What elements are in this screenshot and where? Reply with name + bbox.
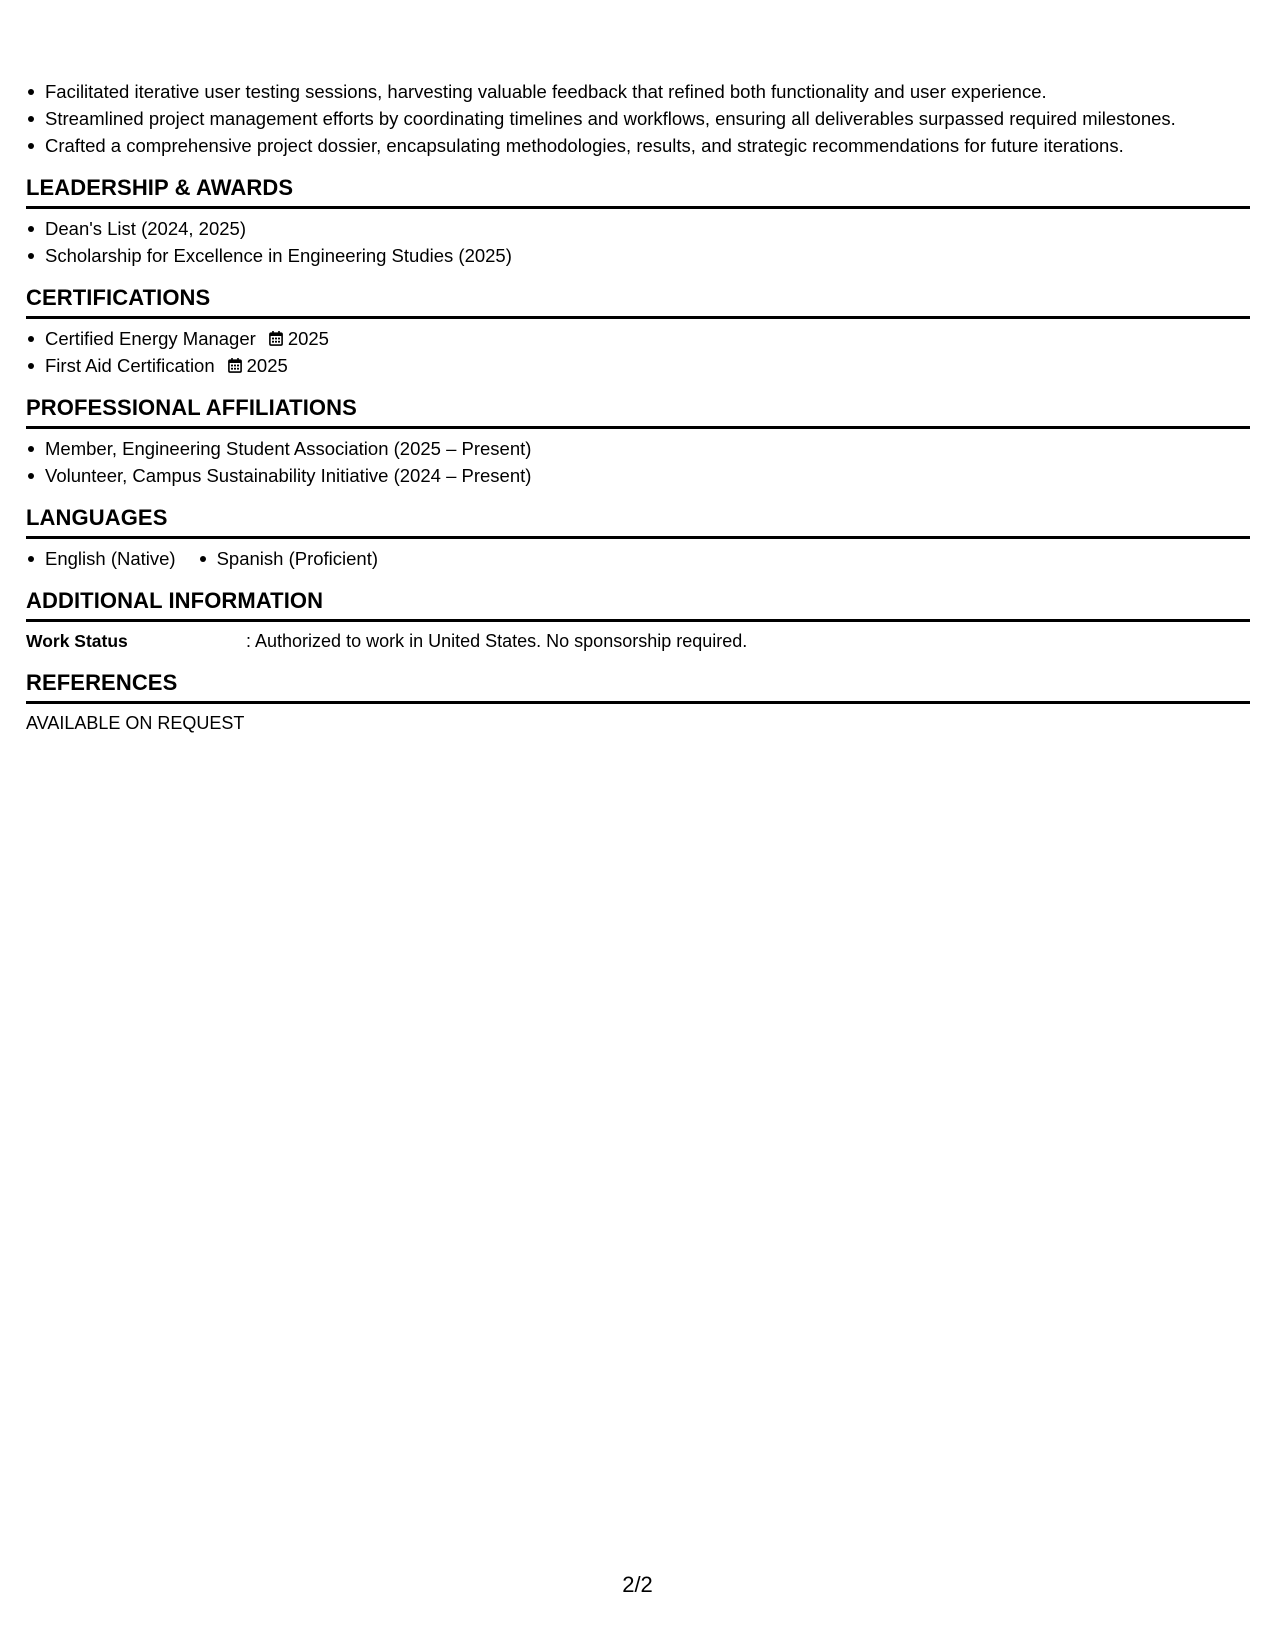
section-title: CERTIFICATIONS [26, 285, 1250, 319]
work-status-value: : Authorized to work in United States. No sponsorship required. [246, 631, 748, 651]
certifications-list [26, 325, 1250, 379]
work-status-row [26, 628, 1250, 654]
list-item: Crafted a comprehensive project dossier, encapsulating methodologies, results, and strategic recommendations for future iterations. [26, 132, 1250, 159]
calendar-icon [269, 331, 283, 346]
page-number: 2/2 [622, 1572, 653, 1597]
list-item: Spanish (Proficient) [198, 545, 378, 572]
list-item [26, 325, 1250, 352]
affiliations-section [26, 395, 1250, 489]
resume-page [26, 78, 1250, 736]
list-item: Member, Engineering Student Association (2025 – Present) [26, 435, 1250, 462]
calendar-icon [228, 358, 242, 373]
section-title: REFERENCES [26, 670, 1250, 704]
section-title: LANGUAGES [26, 505, 1250, 539]
list-item: Streamlined project management efforts by coordinating timelines and workflows, ensuring all deliverables surpassed required milestones. [26, 105, 1250, 132]
leadership-section [26, 175, 1250, 269]
certifications-section [26, 285, 1250, 379]
certification-year: 2025 [287, 328, 329, 349]
list-item: English (Native) [26, 545, 176, 572]
certification-year: 2025 [246, 355, 288, 376]
affiliations-list [26, 435, 1250, 489]
work-status-label: Work Status [26, 631, 128, 651]
certification-name: First Aid Certification [45, 355, 215, 376]
references-section [26, 670, 1250, 736]
languages-section [26, 505, 1250, 572]
list-item: Facilitated iterative user testing sessions, harvesting valuable feedback that refined both functionality and user experience. [26, 78, 1250, 105]
list-item: Dean's List (2024, 2025) [26, 215, 1250, 242]
leadership-list [26, 215, 1250, 269]
section-title: ADDITIONAL INFORMATION [26, 588, 1250, 622]
section-title: LEADERSHIP & AWARDS [26, 175, 1250, 209]
references-text: AVAILABLE ON REQUEST [26, 713, 245, 733]
list-item: Scholarship for Excellence in Engineering Studies (2025) [26, 242, 1250, 269]
section-title: PROFESSIONAL AFFILIATIONS [26, 395, 1250, 429]
list-item: Volunteer, Campus Sustainability Initiative (2024 – Present) [26, 462, 1250, 489]
list-item [26, 352, 1250, 379]
project-bullet-list [26, 78, 1250, 159]
languages-list [26, 545, 1250, 572]
certification-name: Certified Energy Manager [45, 328, 256, 349]
additional-info-section [26, 588, 1250, 654]
